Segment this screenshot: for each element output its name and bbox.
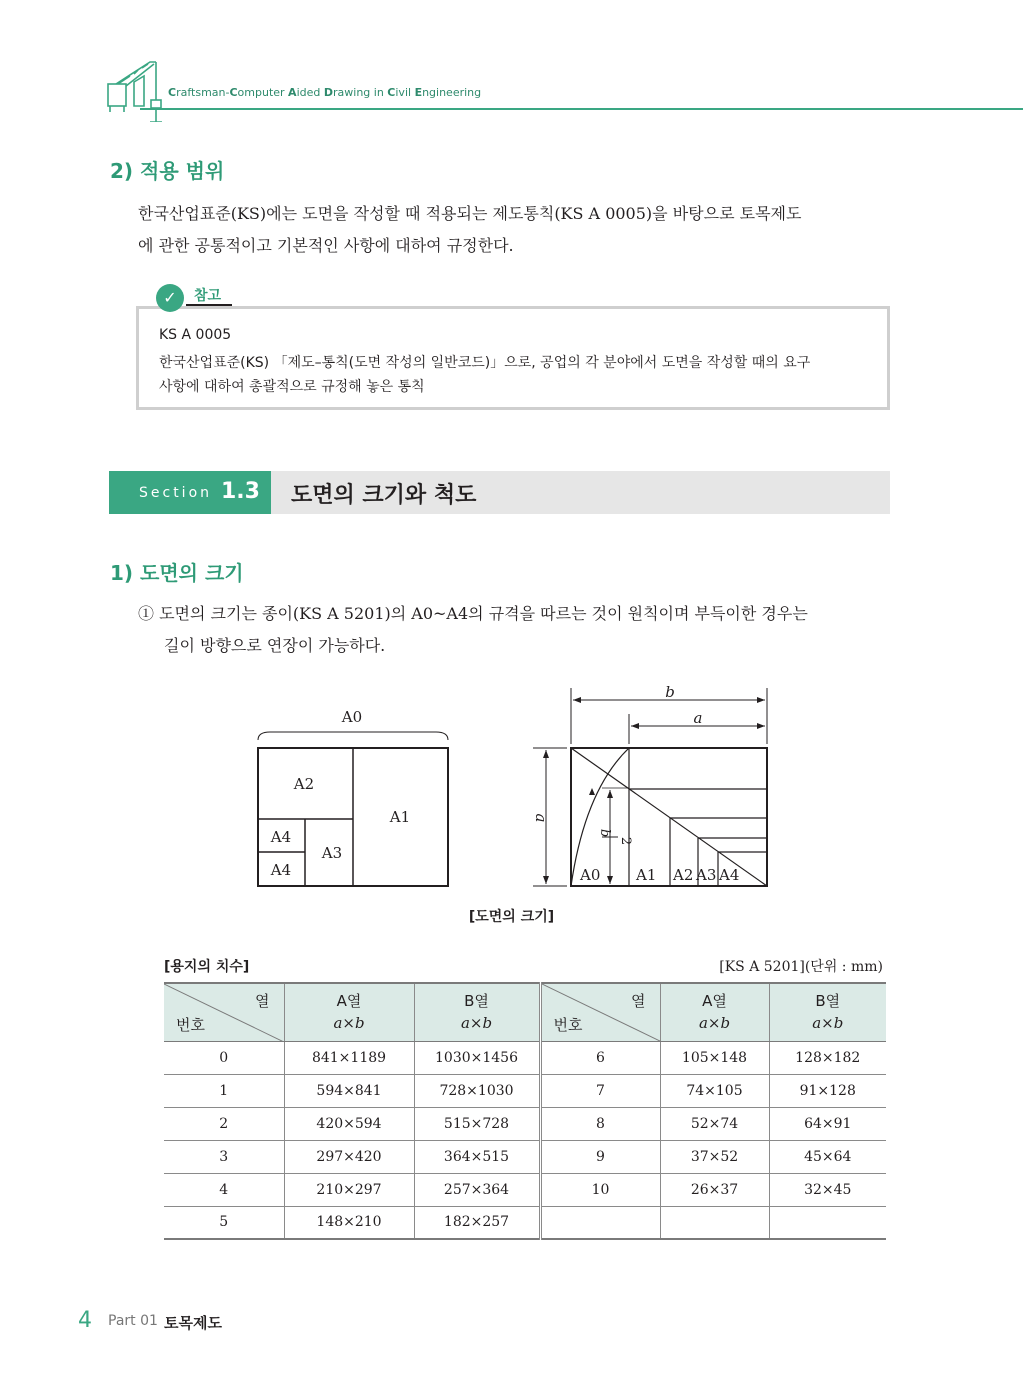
- cell-number: 0: [164, 1041, 284, 1074]
- cell-number: 7: [540, 1074, 660, 1107]
- book-title: Craftsman-Computer Aided Drawing in Civil Engineering: [168, 86, 482, 99]
- left-a4-bottom-label: A4: [270, 861, 292, 879]
- right-a-top-label: a: [693, 709, 703, 727]
- cell-a-series: 105×148: [660, 1041, 769, 1074]
- cell-number: 6: [540, 1041, 660, 1074]
- cell-b-series: 91×128: [769, 1074, 886, 1107]
- left-a0-label: A0: [341, 708, 363, 726]
- page-number: 4: [78, 1308, 92, 1333]
- crane-icon: [104, 60, 174, 122]
- paper-dimension-table: [164, 982, 886, 1240]
- left-brace: [258, 732, 448, 740]
- cell-b-series: 515×728: [414, 1107, 540, 1140]
- table-row: [164, 1041, 886, 1074]
- cell-b-series: 182×257: [414, 1206, 540, 1239]
- left-a1-label: A1: [389, 808, 411, 826]
- table-row: [164, 1107, 886, 1140]
- size-heading: 1) 도면의 크기: [110, 561, 244, 585]
- running-header: [0, 60, 1023, 120]
- cell-b-series: 728×1030: [414, 1074, 540, 1107]
- right-a-side-label: a: [532, 813, 550, 823]
- cell-a-series: 26×37: [660, 1173, 769, 1206]
- cell-b-series: 364×515: [414, 1140, 540, 1173]
- scope-heading: 2) 적용 범위: [110, 159, 225, 183]
- cell-a-series: [660, 1206, 769, 1239]
- cell-a-series: 420×594: [284, 1107, 414, 1140]
- right-a3-label: A3: [696, 866, 717, 884]
- scope-line-1: 한국산업표준(KS)에는 도면을 작성할 때 적용되는 제도통칙(KS A 0005)을 바탕으로 토목제도: [138, 204, 802, 223]
- table-row: [164, 1140, 886, 1173]
- right-a1-label: A1: [636, 866, 657, 884]
- right-diagram-labels: [532, 683, 702, 845]
- right-sheet-labels: [579, 866, 739, 884]
- corner-row-label: 번호: [553, 1015, 583, 1034]
- cell-b-series: 64×91: [769, 1107, 886, 1140]
- table-title: [용지의 치수]: [164, 959, 250, 975]
- left-a3-label: A3: [321, 844, 343, 862]
- cell-a-series: 841×1189: [284, 1041, 414, 1074]
- cell-b-series: 128×182: [769, 1041, 886, 1074]
- cell-number: [540, 1206, 660, 1239]
- right-b-half-denominator: 2: [618, 836, 633, 846]
- right-a4-label: A4: [719, 866, 740, 884]
- note-title: KS A 0005: [159, 327, 232, 343]
- col-a-header-right: A열 a×b: [660, 983, 769, 1041]
- table-header-row: [164, 983, 886, 1041]
- cell-a-series: 297×420: [284, 1140, 414, 1173]
- note-line-2: 사항에 대하여 총괄적으로 규정해 놓은 통칙: [159, 379, 425, 395]
- right-a0-label: A0: [580, 866, 601, 884]
- corner-cell-right: [540, 983, 660, 1041]
- header-rule: [140, 108, 1023, 110]
- left-a2-label: A2: [293, 775, 315, 793]
- section-number: 1.3: [221, 479, 260, 504]
- table-row: [164, 1206, 886, 1239]
- right-b-label: b: [665, 683, 675, 701]
- table-row: [164, 1173, 886, 1206]
- corner-col-label: 열: [255, 992, 270, 1010]
- check-icon: ✓: [156, 284, 184, 312]
- section-title: 도면의 크기와 척도: [291, 483, 477, 508]
- cell-b-series: 257×364: [414, 1173, 540, 1206]
- cell-number: 10: [540, 1173, 660, 1206]
- cell-number: 2: [164, 1107, 284, 1140]
- paper-size-figure: [240, 680, 800, 900]
- left-a4-top-label: A4: [270, 828, 292, 846]
- right-a2-label: A2: [673, 866, 694, 884]
- col-b-header-right: B열 a×b: [769, 983, 886, 1041]
- note-label: 참고: [194, 288, 222, 304]
- cell-b-series: 45×64: [769, 1140, 886, 1173]
- cell-number: 8: [540, 1107, 660, 1140]
- cell-a-series: 52×74: [660, 1107, 769, 1140]
- cell-number: 5: [164, 1206, 284, 1239]
- cell-a-series: 148×210: [284, 1206, 414, 1239]
- size-line-1: ① 도면의 크기는 종이(KS A 5201)의 A0~A4의 규격을 따르는 것이 원칙이며 부득이한 경우는: [138, 604, 808, 623]
- corner-cell-left: [164, 983, 284, 1041]
- cell-b-series: [769, 1206, 886, 1239]
- cell-b-series: 32×45: [769, 1173, 886, 1206]
- size-line-2: 길이 방향으로 연장이 가능하다.: [164, 636, 386, 655]
- size-paragraph: [138, 598, 890, 662]
- cell-number: 4: [164, 1173, 284, 1206]
- left-diagram: [258, 708, 448, 886]
- figure-caption: [도면의 크기]: [468, 909, 555, 925]
- part-label: Part 01: [108, 1313, 158, 1329]
- scope-paragraph: [138, 198, 890, 262]
- cell-number: 9: [540, 1140, 660, 1173]
- cell-a-series: 210×297: [284, 1173, 414, 1206]
- cell-a-series: 594×841: [284, 1074, 414, 1107]
- right-b-half-numerator: b: [597, 828, 612, 838]
- cell-number: 3: [164, 1140, 284, 1173]
- table-unit: [KS A 5201](단위 : mm): [719, 959, 883, 975]
- cell-number: 1: [164, 1074, 284, 1107]
- cell-b-series: 1030×1456: [414, 1041, 540, 1074]
- section-word: Section: [139, 485, 213, 501]
- cell-a-series: 37×52: [660, 1140, 769, 1173]
- note-line-1: 한국산업표준(KS) 「제도–통칙(도면 작성의 일반코드)」으로, 공업의 각 분야에서 도면을 작성할 때의 요구: [159, 355, 811, 371]
- cell-a-series: 74×105: [660, 1074, 769, 1107]
- scope-line-2: 에 관한 공통적이고 기본적인 사항에 대하여 규정한다.: [138, 236, 514, 255]
- note-label-underline: [186, 304, 232, 306]
- corner-col-label: 열: [631, 992, 646, 1010]
- section-bar: [109, 471, 890, 514]
- corner-row-label: 번호: [176, 1015, 205, 1034]
- right-diagram: [533, 688, 767, 886]
- col-a-header-left: A열 a×b: [284, 983, 414, 1041]
- note-box: [136, 306, 890, 410]
- chapter-title: 토목제도: [164, 1314, 222, 1332]
- col-b-header-left: B열 a×b: [414, 983, 540, 1041]
- table-row: [164, 1074, 886, 1107]
- section-tag: [109, 471, 271, 514]
